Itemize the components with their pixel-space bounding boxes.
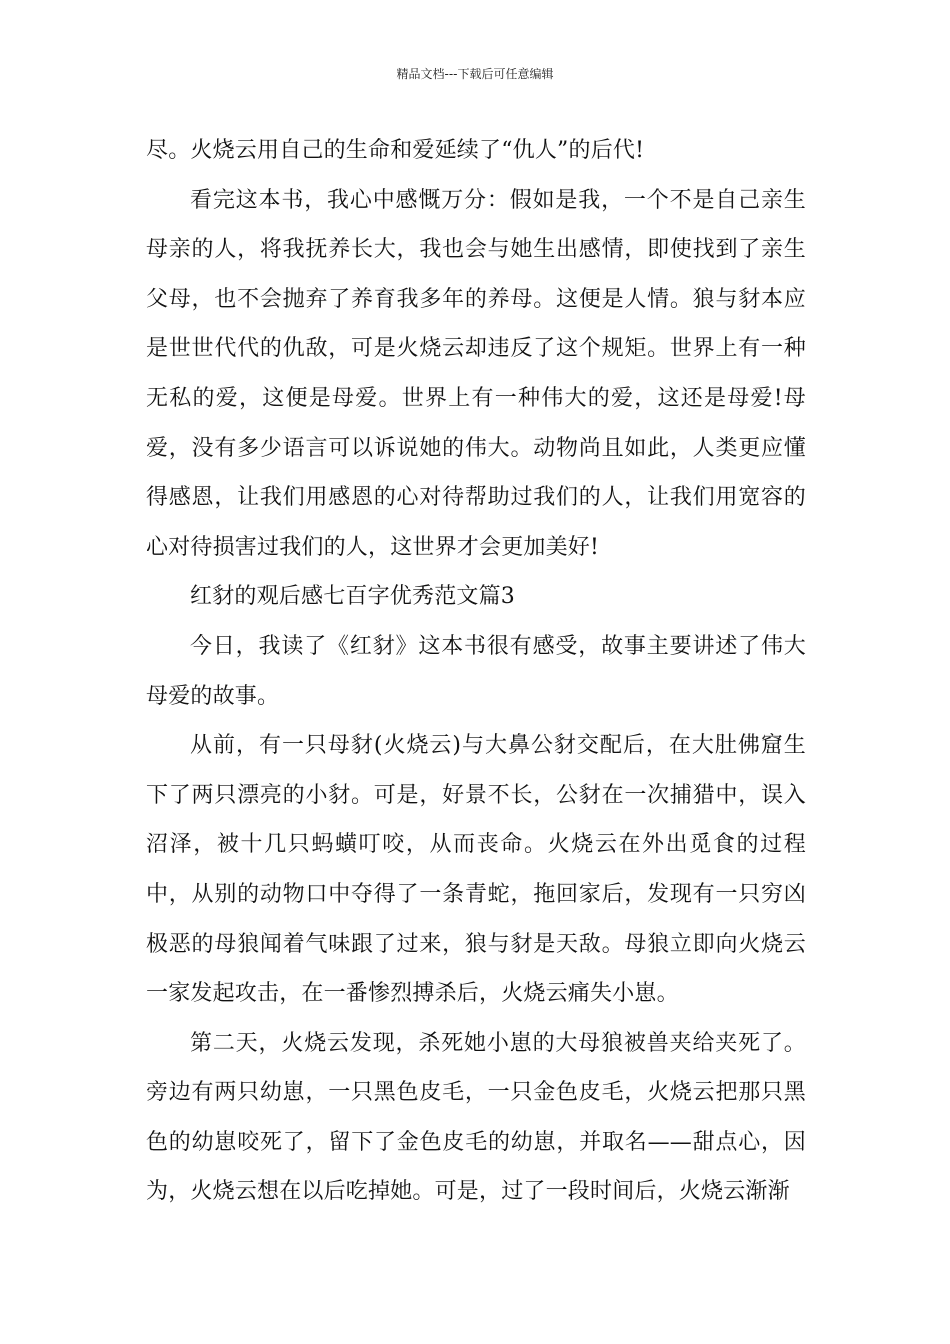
paragraph-intro: 今日，我读了《红豺》这本书很有感受，故事主要讲述了伟大母爱的故事。 [146, 633, 806, 709]
paragraph-reflection: 看完这本书，我心中感慨万分：假如是我，一个不是自己亲生母亲的人，将我抚养长大，我也会与她生出感情，即使找到了亲生父母，也不会抛弃了养育我多年的养母。这便是人情。狼与豺本应是世世代代的仇敌，可是火烧云却违反了这个规矩。世界上有一种无私的爱，这便是母爱。世界上有一种伟大的爱，这还是母爱!母爱，没有多少语言可以诉说她的伟大。动物尚且如此，人类更应懂得感恩，让我们用感恩的心对待帮助过我们的人，让我们用宽容的心对待损害过我们的人，这世界才会更加美好! [146, 187, 806, 560]
paragraph-story: 从前，有一只母豺(火烧云)与大鼻公豺交配后，在大肚佛窟生下了两只漂亮的小豺。可是，好景不长，公豺在一次捕猎中，误入沼泽，被十几只蚂蟥叮咬，从而丧命。火烧云在外出觅食的过程中，从别的动物口中夺得了一条青蛇，拖回家后，发现有一只穷凶极恶的母狼闻着气味跟了过来，狼与豺是天敌。母狼立即向火烧云一家发起攻击，在一番惨烈搏杀后，火烧云痛失小崽。 [146, 733, 806, 1007]
section-heading: 红豺的观后感七百字优秀范文篇3 [190, 584, 515, 610]
document-body [146, 126, 806, 1217]
paragraph-continuation: 尽。火烧云用自己的生命和爱延续了“仇人”的后代! [146, 138, 645, 163]
page-header: 精品文档---下载后可任意编辑 [396, 67, 554, 81]
paragraph-next-day: 第二天，火烧云发现，杀死她小崽的大母狼被兽夹给夹死了。旁边有两只幼崽，一只黑色皮毛，一只金色皮毛，火烧云把那只黑色的幼崽咬死了，留下了金色皮毛的幼崽，并取名——甜点心，因为，火烧云想在以后吃掉她。可是，过了一段时间后，火烧云渐渐 [146, 1030, 806, 1205]
